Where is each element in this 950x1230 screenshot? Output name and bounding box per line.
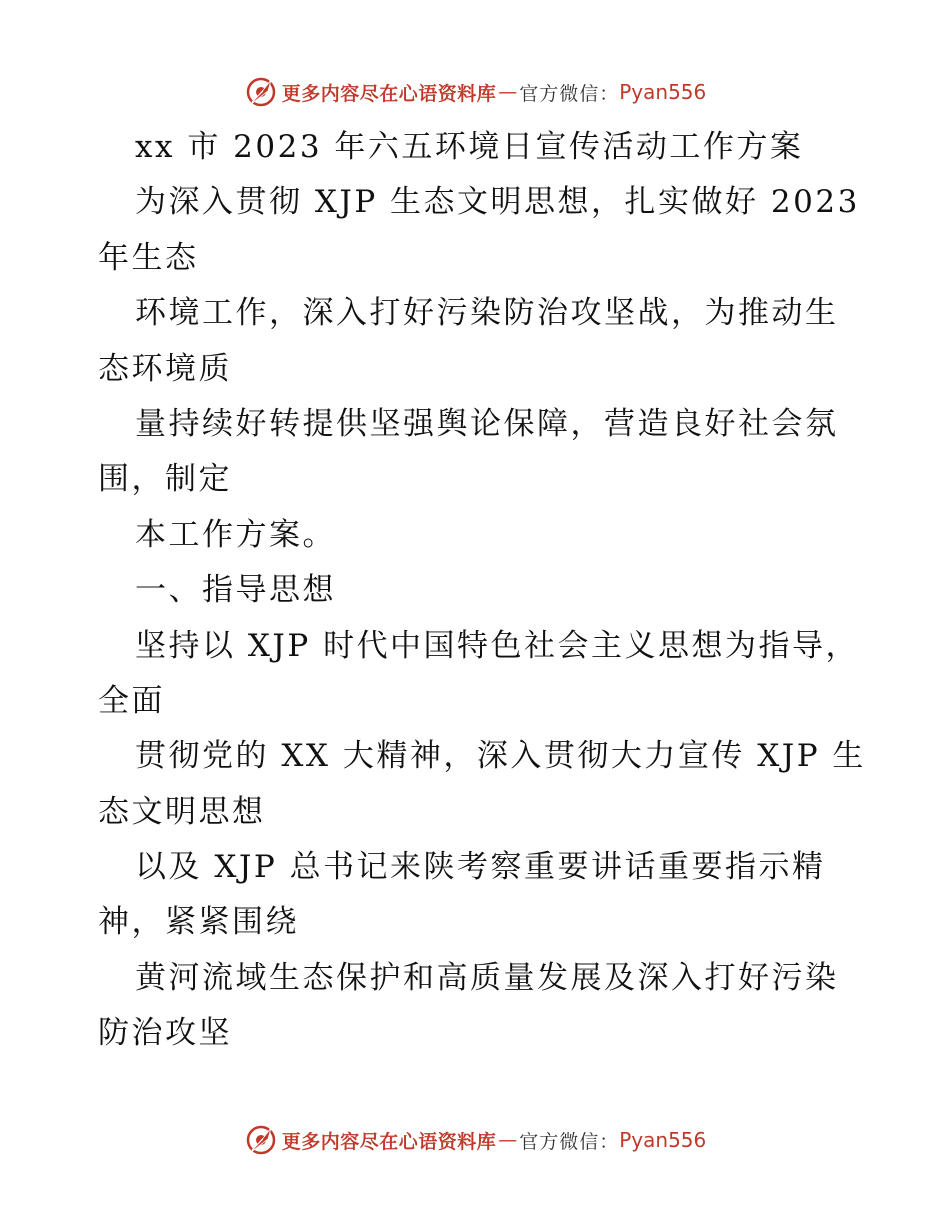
document-body (98, 120, 866, 1062)
text-line: 神，紧紧围绕 (98, 904, 299, 941)
watermark-slogan: 更多内容尽在心语资料库 (281, 1130, 497, 1153)
quill-circle-icon (244, 1123, 278, 1157)
text-line: 黄河流域生态保护和高质量发展及深入打好污染 (135, 959, 839, 996)
text-line: 态环境质 (98, 350, 232, 387)
text-line: 贯彻党的 XX 大精神，深入贯彻大力宣传 XJP 生 (135, 738, 866, 775)
text-line: xx 市 2023 年六五环境日宣传活动工作方案 (135, 129, 804, 165)
text-line: 态文明思想 (98, 793, 266, 830)
text-line: 防治攻坚 (98, 1015, 232, 1052)
watermark-dash: — (498, 1129, 518, 1151)
text-line: 坚持以 XJP 时代中国特色社会主义思想为指导， (135, 627, 860, 664)
text-line: 本工作方案。 (135, 516, 336, 553)
text-line: 为深入贯彻 XJP 生态文明思想，扎实做好 2023 (135, 184, 860, 221)
watermark-account: Pyan556 (619, 80, 707, 104)
header-watermark-banner (0, 72, 950, 112)
text-line: 环境工作，深入打好污染防治攻坚战，为推动生 (135, 295, 839, 332)
text-line: 以及 XJP 总书记来陕考察重要讲话重要指示精 (135, 849, 826, 886)
footer-watermark-banner (0, 1120, 950, 1160)
watermark-wechat-label: 官方微信： (519, 1130, 620, 1153)
text-line: 一、指导思想 (135, 572, 336, 609)
text-line: 量持续好转提供坚强舆论保障，营造良好社会氛 (135, 405, 839, 442)
quill-circle-icon (244, 75, 278, 109)
watermark-wechat-label: 官方微信： (519, 82, 620, 105)
watermark-dash: — (498, 81, 518, 103)
text-line: 全面 (98, 682, 165, 719)
watermark-account: Pyan556 (619, 1128, 707, 1152)
text-line: 年生态 (98, 239, 199, 276)
text-line: 围，制定 (98, 461, 232, 498)
watermark-slogan: 更多内容尽在心语资料库 (281, 82, 497, 105)
